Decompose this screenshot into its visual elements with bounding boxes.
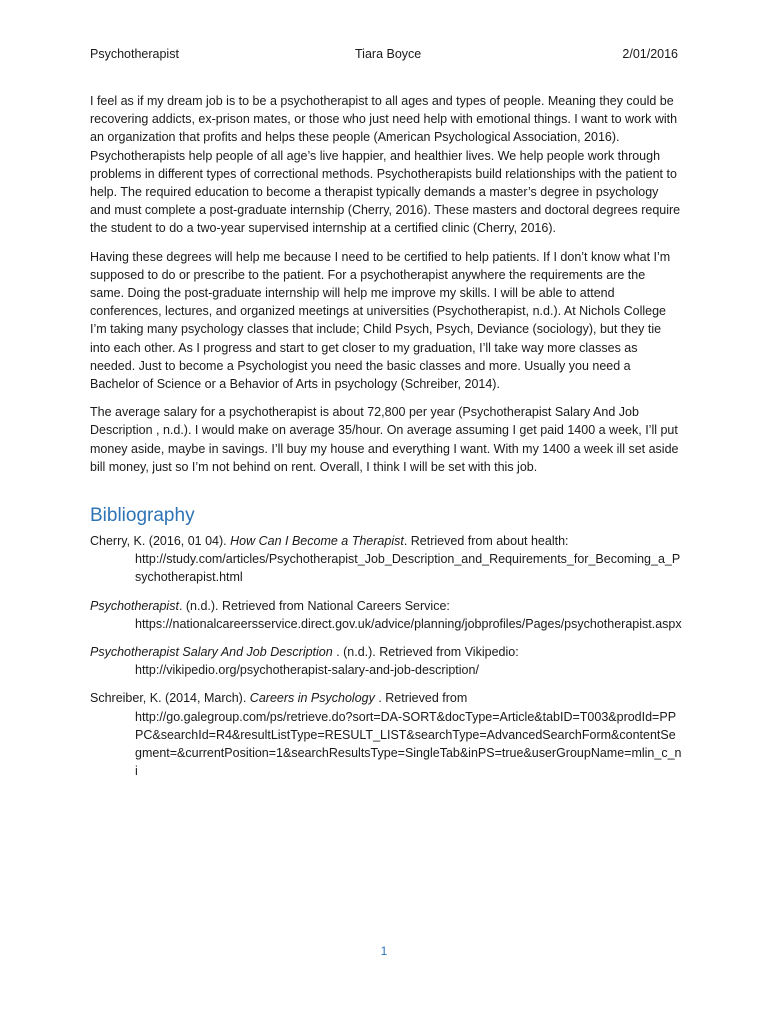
entry-source: . (n.d.). Retrieved from Vikipedio: — [336, 645, 519, 660]
entry-url[interactable]: http://vikipedio.org/psychotherapist-salary-and-job-description/ — [135, 663, 479, 678]
bibliography-entry — [90, 532, 682, 587]
header-date: 2/01/2016 — [622, 47, 678, 61]
entry-author: Schreiber, K. (2014, March). — [90, 691, 250, 706]
paragraph-1: I feel as if my dream job is to be a psychotherapist to all ages and types of people. Meaning they could be recovering addicts, ex-prison mates, or those who just need help with emotional things. I want to work with an organization that profits and helps these people (American Psychological Association, 2016). Psychotherapists help people of all age’s live happier, and healthier lives. We help people work through problems in different types of correctional methods. Psychotherapists build relationships with the patient to help. The required education to become a therapist typically demands a master’s degree in psychology and must complete a post-graduate internship (Cherry, 2016). These masters and doctoral degrees require the student to do a two-year supervised internship at a certified clinic (Cherry, 2016). — [90, 94, 681, 236]
entry-url[interactable]: http://study.com/articles/Psychotherapist_Job_Description_and_Requirements_for_Becoming_a_Psychotherapist.html — [135, 552, 681, 585]
entry-title: Psychotherapist — [90, 598, 179, 613]
entry-url[interactable]: https://nationalcareersservice.direct.gov.uk/advice/planning/jobprofiles/Pages/psychotherapist.aspx — [135, 616, 682, 631]
paragraph-3: The average salary for a psychotherapist is about 72,800 per year (Psychotherapist Salary And Job Description , n.d.). I would make on average 35/hour. On average assuming I get paid 1400 a week, I’ll put money aside, maybe in savings. I’ll buy my house and everything I want. With my 1400 a week ill set aside bill money, just so I’m not behind on rent. Overall, I think I will be set with this job. — [90, 405, 679, 474]
entry-title: Psychotherapist Salary And Job Description — [90, 645, 337, 660]
bibliography-heading: Bibliography — [90, 505, 195, 526]
bibliography-entry — [90, 643, 682, 679]
essay-body — [90, 92, 682, 486]
bibliography-entry — [90, 689, 682, 780]
page-header — [90, 47, 678, 65]
bibliography-list — [90, 532, 682, 790]
header-course: Psychotherapist — [90, 47, 179, 61]
header-author: Tiara Boyce — [355, 47, 422, 61]
entry-source: . (n.d.). Retrieved from National Careers Service: — [178, 598, 450, 613]
entry-source: . Retrieved from — [378, 691, 468, 706]
entry-url[interactable]: http://go.galegroup.com/ps/retrieve.do?sort=DA-SORT&docType=Article&tabID=T003&prodId=PPPC&searchId=R4&resultListType=RESULT_LIST&searchType=AdvancedSearchForm&contentSegment=&currentPosition=1&searchResultsType=SingleTab&inPS=true&userGroupName=mlin_c_ni — [135, 709, 682, 779]
entry-source: . Retrieved from about health: — [403, 534, 569, 548]
entry-title: How Can I Become a Therapist — [230, 534, 404, 548]
entry-author: Cherry, K. (2016, 01 04). — [90, 534, 231, 548]
bibliography-entry — [90, 597, 682, 633]
paragraph-2: Having these degrees will help me because I need to be certified to help patients. If I don’t know what I’m supposed to do or prescribe to the patient. For a psychotherapist anywhere the requirements are the same. Doing the post-graduate internship will help me improve my skills. I will be able to attend conferences, lectures, and organized meetings at universities (Psychotherapist, n.d.). At Nichols College I’m taking many psychology classes that include; Child Psych, Psych, Deviance (sociology), but they tie into each other. As I progress and start to get closer to my graduation, I’ll take way more classes as needed. Just to become a Psychologist you need the basic classes and more. Usually you need a Bachelor of Science or a Behavior of Arts in psychology (Schreiber, 2014). — [90, 249, 671, 392]
entry-title: Careers in Psychology — [249, 691, 379, 706]
page-number: 1 — [380, 944, 388, 958]
